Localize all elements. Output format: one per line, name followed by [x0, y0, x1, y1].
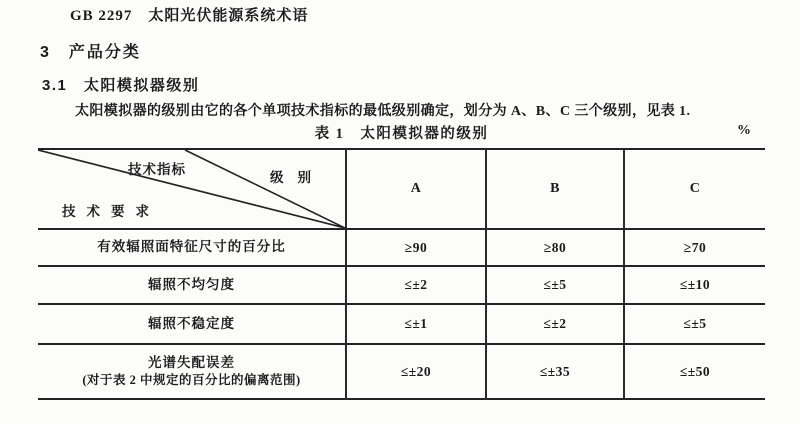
table-cell: ≤±20	[347, 345, 487, 400]
section-heading: 3 产品分类	[40, 44, 141, 61]
subsection-heading: 3.1 太阳模拟器级别	[42, 77, 200, 94]
table-cell: ≤±5	[487, 267, 625, 305]
row-label-text: 有效辐照面特征尺寸的百分比	[97, 239, 286, 255]
row-label-irradiance-instability	[38, 305, 347, 345]
corner-label-grade: 级别	[270, 170, 325, 185]
row-label-text: 光谱失配误差	[148, 354, 235, 370]
table-1-solar-simulator-grades	[38, 148, 765, 398]
table-caption-row	[38, 122, 765, 144]
table-cell: ≤±2	[487, 305, 625, 345]
row-label-spectral-mismatch-error	[38, 345, 347, 400]
table-caption: 表 1 太阳模拟器的级别	[314, 126, 489, 142]
row-label-irradiance-nonuniformity	[38, 267, 347, 305]
corner-label-tech-requirement: 技术要求	[62, 204, 160, 219]
table-cell: ≥70	[625, 230, 765, 267]
row-label-effective-irradiated-area	[38, 230, 347, 267]
table-cell: ≥80	[487, 230, 625, 267]
row-label-subtext: (对于表 2 中规定的百分比的偏离范围)	[82, 373, 301, 388]
table-cell: ≤±10	[625, 267, 765, 305]
table-cell: ≤±35	[487, 345, 625, 400]
corner-label-tech-index: 技术指标	[128, 162, 186, 177]
table-cell: ≤±1	[347, 305, 487, 345]
table-cell: ≤±50	[625, 345, 765, 400]
row-label-text: 辐照不均匀度	[148, 276, 235, 292]
unit-label: %	[737, 123, 751, 138]
body-paragraph: 太阳模拟器的级别由它的各个单项技术指标的最低级别确定，划分为 A、B、C 三个级别，见表 1.	[75, 104, 691, 119]
table-cell: ≥90	[347, 230, 487, 267]
table-cell: ≤±2	[347, 267, 487, 305]
table-cell: ≤±5	[625, 305, 765, 345]
column-header-c: C	[625, 150, 765, 230]
doc-reference: GB 2297 太阳光伏能源系统术语	[70, 8, 309, 24]
column-header-a: A	[347, 150, 487, 230]
row-label-text: 辐照不稳定度	[148, 315, 235, 331]
table-corner-header	[38, 150, 347, 230]
column-header-b: B	[487, 150, 625, 230]
